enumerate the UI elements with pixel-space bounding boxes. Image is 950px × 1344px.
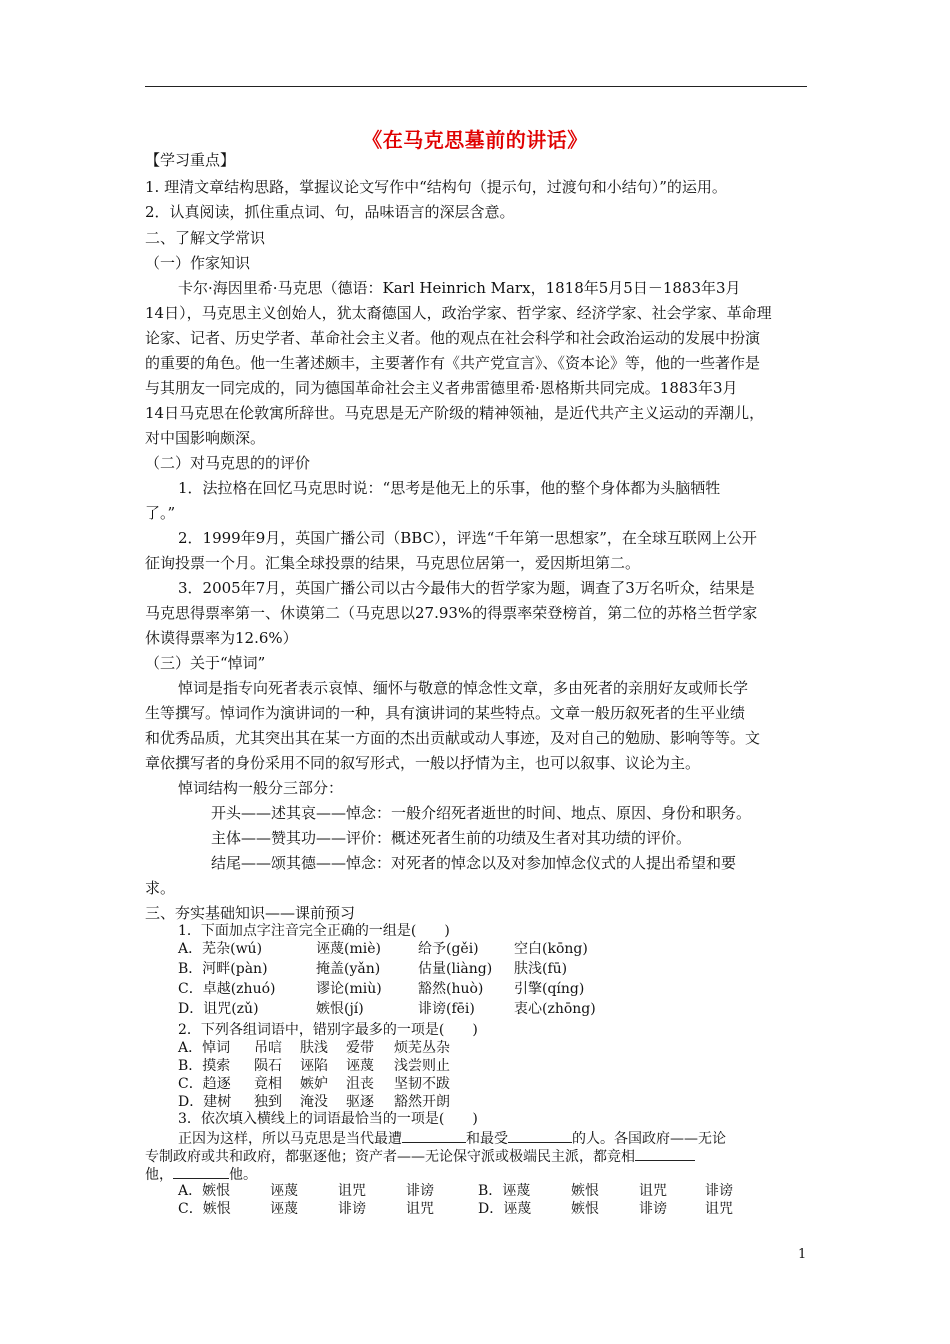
q2-option: 陨石 (254, 1058, 282, 1074)
q1-option: 诬蔑(miè) (316, 941, 381, 957)
author-heading: （一）作家知识 (145, 254, 251, 272)
q3-option: 诽谤 (406, 1183, 434, 1199)
focus-item-2: 2．认真阅读，抓住重点词、句，品味语言的深层含意。 (145, 203, 515, 221)
q3-passage-text: 他， (145, 1167, 173, 1183)
fill-blank (635, 1146, 695, 1161)
document-title: 《在马克思墓前的讲话》 (362, 128, 588, 152)
q3-passage-text: 的人。各国政府——无论 (572, 1131, 726, 1147)
eulogy-line: 求。 (145, 879, 176, 897)
q2-option: D．建树 (178, 1094, 232, 1110)
q1-option: C．卓越(zhuó) (178, 981, 276, 997)
q3-option: 诅咒 (639, 1183, 667, 1199)
evaluation-line: 休谟得票率为12.6%） (145, 629, 298, 647)
q3-passage-text: 专制政府或共和政府，都驱逐他；资产者——无论保守派或极端民主派，都竞相 (145, 1149, 635, 1165)
evaluation-line: 3．2005年7月，英国广播公司以古今最伟大的哲学家为题，调查了3万名听众，结果是 (178, 579, 755, 597)
q1-option: 诽谤(fēi) (418, 1001, 475, 1017)
author-line: 卡尔·海因里希·马克思（德语：Karl Heinrich Marx，1818年5月5日－1883年3月 (178, 279, 741, 297)
header-rule (145, 86, 807, 87)
q3-option: 诬蔑 (270, 1183, 298, 1199)
q2-option: 肤浅 (300, 1040, 328, 1056)
eulogy-line: 主体——赞其功——评价：概述死者生前的功绩及生者对其功绩的评价。 (211, 829, 692, 847)
question-3: 3．依次填入横线上的词语最恰当的一项是( ) (178, 1111, 478, 1127)
q2-option: 淹没 (300, 1094, 328, 1110)
q3-option: C．嫉恨 (178, 1201, 231, 1217)
q1-option-row (178, 1000, 596, 1018)
q3-option: 诅咒 (338, 1183, 366, 1199)
q2-option: B．摸索 (178, 1058, 231, 1074)
q1-option: 谬论(miù) (316, 981, 382, 997)
q1-option: D．诅咒(zǔ) (178, 1001, 259, 1017)
q2-option: 独到 (254, 1094, 282, 1110)
q1-option: 衷心(zhōng) (514, 1001, 596, 1017)
q3-option: 诅咒 (705, 1201, 733, 1217)
q3-option-row (178, 1182, 733, 1200)
q2-option: 诬陷 (300, 1058, 328, 1074)
q1-option-row (178, 940, 588, 958)
q2-option-row (178, 1039, 450, 1057)
q2-option: 嫉妒 (300, 1076, 328, 1092)
q3-passage-line (145, 1146, 695, 1166)
q2-option: 诬蔑 (346, 1058, 374, 1074)
evaluation-line: 马克思得票率第一、休谟第二（马克思以27.93%的得票率荣登榜首，第二位的苏格兰哲学家 (145, 604, 758, 622)
fill-blank (508, 1128, 572, 1143)
question-2: 2．下列各组词语中，错别字最多的一项是( ) (178, 1022, 478, 1038)
fill-blank (402, 1128, 466, 1143)
evaluation-line: 1．法拉格在回忆马克思时说：“思考是他无上的乐事，他的整个身体都为头脑牺牲 (178, 479, 721, 497)
q1-option: 豁然(huò) (418, 981, 484, 997)
basic-heading: 三、夯实基础知识——课前预习 (145, 904, 356, 922)
q2-option: 坚韧不跋 (394, 1076, 450, 1092)
q1-option: 给予(gěi) (418, 941, 479, 957)
q3-option: 诽谤 (705, 1183, 733, 1199)
q3-option: 诽谤 (639, 1201, 667, 1217)
page-number: 1 (798, 1247, 807, 1262)
eulogy-line: 结尾——颂其德——悼念：对死者的悼念以及对参加悼念仪式的人提出希望和要 (211, 854, 737, 872)
q1-option: 引擎(qíng) (514, 981, 585, 997)
author-line: 论家、记者、历史学者、革命社会主义者。他的观点在社会科学和社会政治运动的发展中扮演 (145, 329, 761, 347)
q1-option: A．芜杂(wú) (178, 941, 263, 957)
focus-item-1: 1. 理清文章结构思路，掌握议论文写作中“结构句（提示句，过渡句和小结句）”的运用。 (145, 178, 727, 196)
q2-option: A．悼词 (178, 1040, 231, 1056)
q2-option: 吊唁 (254, 1040, 282, 1056)
eulogy-line: 和优秀品质，尤其突出其在某一方面的杰出贡献或动人事迹，及对自己的勉励、影响等等。文 (145, 729, 761, 747)
eulogy-heading: （三）关于“悼词” (145, 654, 266, 672)
q1-option: B．河畔(pàn) (178, 961, 268, 977)
literature-heading: 二、了解文学常识 (145, 229, 266, 247)
q1-option: 肤浅(fū) (514, 961, 568, 977)
q2-option: 竟相 (254, 1076, 282, 1092)
eulogy-line: 章依撰写者的身份采用不同的叙写形式，一般以抒情为主，也可以叙事、议论为主。 (145, 754, 701, 772)
q2-option: 浅尝则止 (394, 1058, 450, 1074)
focus-heading: 【学习重点】 (145, 151, 236, 169)
q2-option-row (178, 1057, 450, 1075)
question-1: 1．下面加点字注音完全正确的一组是( ) (178, 923, 450, 939)
eulogy-line: 悼词结构一般分三部分： (178, 779, 344, 797)
q3-passage-text: 他。 (229, 1167, 257, 1183)
q3-option-row (178, 1200, 733, 1218)
q3-option: 诬蔑 (270, 1201, 298, 1217)
q2-option: 烦芜丛杂 (394, 1040, 450, 1056)
fill-blank (173, 1164, 229, 1179)
eulogy-line: 悼词是指专向死者表示哀悼、缅怀与敬意的悼念性文章，多由死者的亲朋好友或师长学 (178, 679, 749, 697)
q3-option: A．嫉恨 (178, 1183, 231, 1199)
q3-option: D．诬蔑 (478, 1201, 532, 1217)
q1-option: 估量(liàng) (418, 961, 493, 977)
evaluation-line: 2．1999年9月，英国广播公司（BBC），评选“千年第一思想家”，在全球互联网上公开 (178, 529, 757, 547)
evaluation-line: 了。” (145, 504, 176, 522)
q2-option: 沮丧 (346, 1076, 374, 1092)
q1-option: 嫉恨(jí) (316, 1001, 364, 1017)
q2-option: 驱逐 (346, 1094, 374, 1110)
q1-option: 空白(kōng) (514, 941, 588, 957)
author-line: 对中国影响颇深。 (145, 429, 266, 447)
author-line: 与其朋友一同完成的，同为德国革命社会主义者弗雷德里希·恩格斯共同完成。1883年3月 (145, 379, 738, 397)
q2-option: 豁然开朗 (394, 1094, 450, 1110)
q3-option: 诅咒 (406, 1201, 434, 1217)
q3-passage-line (145, 1164, 257, 1184)
author-line: 的重要的角色。他一生著述颇丰，主要著作有《共产党宣言》、《资本论》等，他的一些著作是 (145, 354, 761, 372)
q2-option-row (178, 1093, 450, 1111)
q1-option: 掩盖(yǎn) (316, 961, 381, 977)
q2-option-row (178, 1075, 450, 1093)
author-line: 14日），马克思主义创始人，犹太裔德国人，政治学家、哲学家、经济学家、社会学家、革命理 (145, 304, 772, 322)
q1-option-row (178, 980, 584, 998)
evaluation-line: 征询投票一个月。汇集全球投票的结果，马克思位居第一，爱因斯坦第二。 (145, 554, 641, 572)
q3-passage-text: 正因为这样，所以马克思是当代最遭 (178, 1131, 402, 1147)
q3-option: 嫉恨 (571, 1201, 599, 1217)
evaluation-heading: （二）对马克思的的评价 (145, 454, 311, 472)
q3-passage-line (178, 1128, 726, 1148)
q2-option: C．趋逐 (178, 1076, 231, 1092)
q3-option: B．诬蔑 (478, 1183, 531, 1199)
q3-passage-text: 和最受 (466, 1131, 508, 1147)
q3-option: 嫉恨 (571, 1183, 599, 1199)
q2-option: 爱带 (346, 1040, 374, 1056)
q3-option: 诽谤 (338, 1201, 366, 1217)
eulogy-line: 开头——述其哀——悼念：一般介绍死者逝世的时间、地点、原因、身份和职务。 (211, 804, 752, 822)
q1-option-row (178, 960, 567, 978)
author-line: 14日马克思在伦敦寓所辞世。马克思是无产阶级的精神领袖，是近代共产主义运动的弄潮儿， (145, 404, 765, 422)
eulogy-line: 生等撰写。悼词作为演讲词的一种，具有演讲词的某些特点。文章一般历叙死者的生平业绩 (145, 704, 746, 722)
